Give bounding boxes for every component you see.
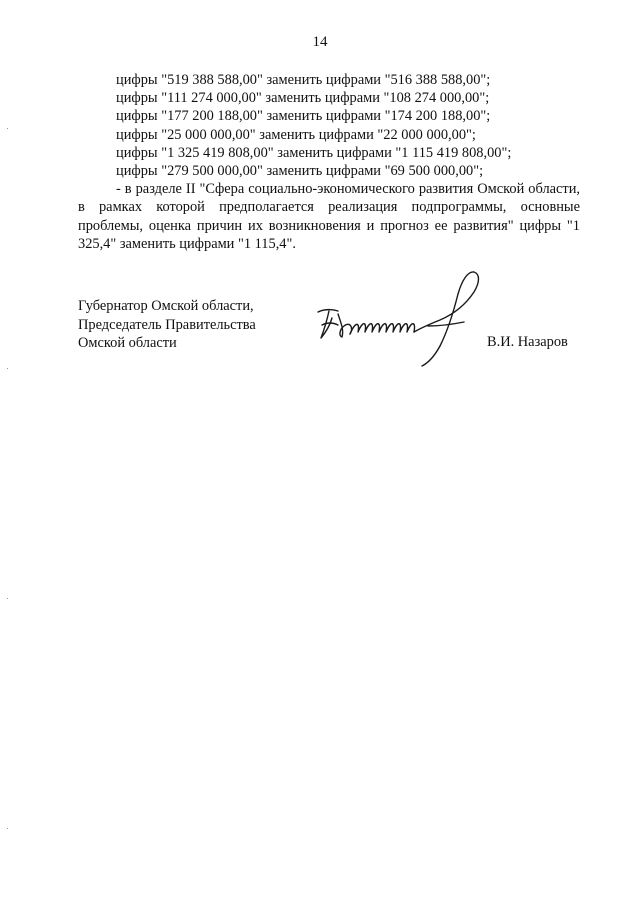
section-change-paragraph: - в разделе II "Сфера социально-экономического развития Омской области, в рамках которой предполагается реализация подпрограммы, основные проблемы, оценка причин их возникновения и прогноз ее развития" цифры "1 325,4" заменить цифрами "1 115,4". — [78, 181, 580, 252]
signatory-title — [78, 297, 256, 353]
change-line: цифры "177 200 188,00" заменить цифрами "174 200 188,00"; — [116, 108, 491, 125]
margin-mark — [7, 828, 8, 829]
signatory-title-line: Омской области — [78, 335, 177, 352]
signatory-title-line: Председатель Правительства — [78, 316, 256, 333]
change-line: цифры "279 500 000,00" заменить цифрами "69 500 000,00"; — [116, 163, 484, 180]
signatory-title-line: Губернатор Омской области, — [78, 298, 254, 314]
margin-mark — [7, 368, 8, 369]
margin-mark — [7, 598, 8, 599]
change-line: цифры "1 325 419 808,00" заменить цифрами "1 115 419 808,00"; — [116, 144, 512, 161]
signer-name: В.И. Назаров — [487, 334, 568, 350]
margin-mark — [7, 128, 8, 129]
change-line: цифры "519 388 588,00" заменить цифрами "516 388 588,00"; — [116, 72, 491, 88]
change-line: цифры "25 000 000,00" заменить цифрами "22 000 000,00"; — [116, 126, 476, 143]
handwritten-signature — [308, 268, 488, 368]
change-line: цифры "111 274 000,00" заменить цифрами "108 274 000,00"; — [116, 90, 490, 107]
page-number: 14 — [312, 34, 328, 50]
document-body — [78, 71, 580, 253]
